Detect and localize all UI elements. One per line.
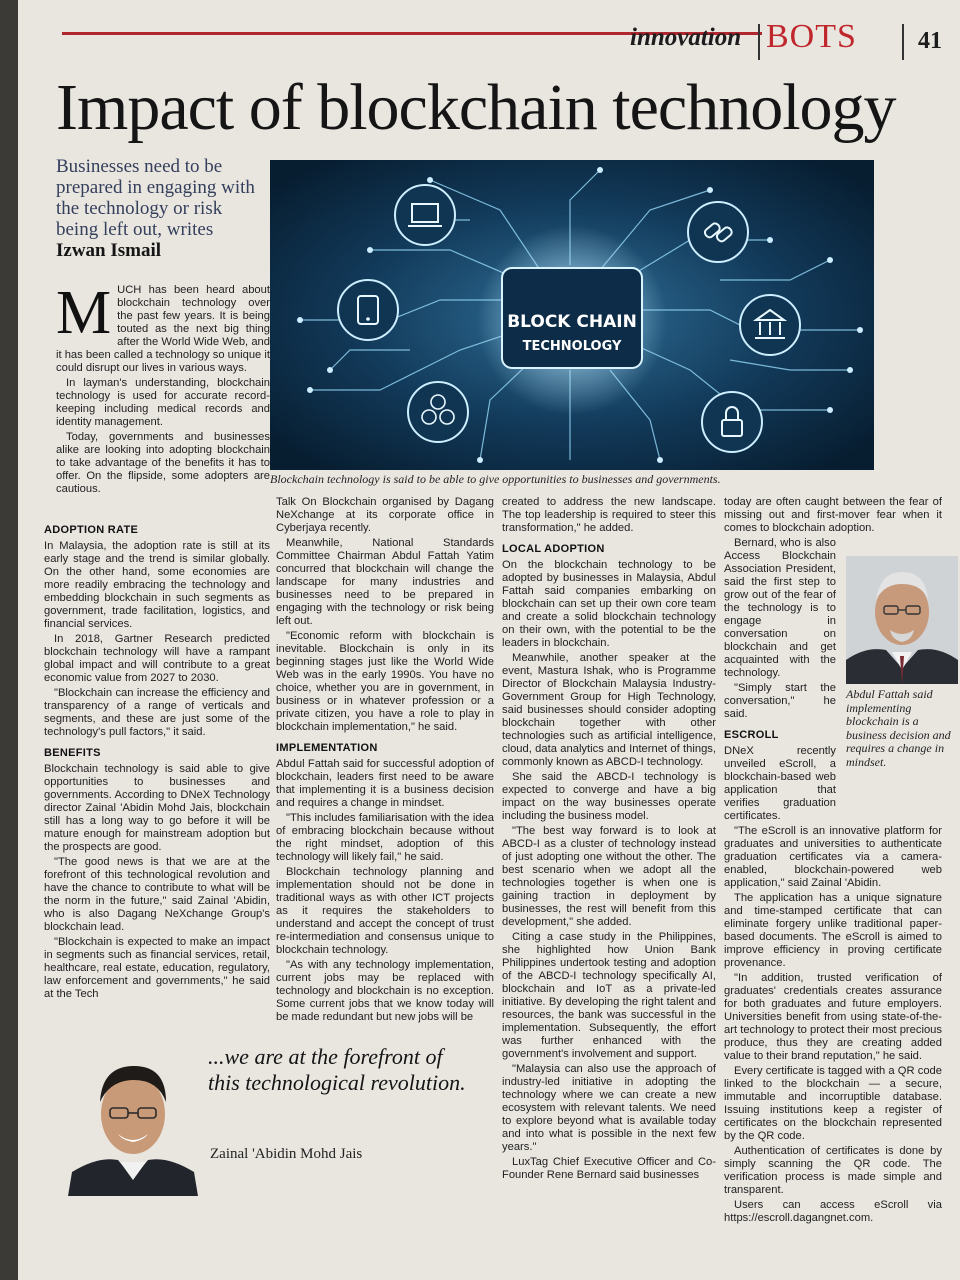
- paragraph: The application has a unique signature and time-stamped certificate that can eliminate forgery unlike traditional paper-based documents. The eScroll is aimed to improve efficiency in proving certificate provenance.: [724, 892, 942, 969]
- paragraph: Users can access eScroll via https://escroll.dagangnet.com.: [724, 1199, 942, 1224]
- bitcoin-cluster-icon: [408, 382, 468, 442]
- paragraph: "Blockchain is expected to make an impact in segments such as financial services, retail, healthcare, real estate, education, regulatory, law enforcement and governments," he said at the Tech: [44, 936, 270, 1000]
- article-column-3: [502, 496, 716, 1184]
- paragraph: Meanwhile, National Standards Committee Chairman Abdul Fattah Yatim concurred that blockchain will change the landscape for many industries and businesses need to be prepared in engaging with the technology or risk being left out.: [276, 537, 494, 627]
- paragraph: Blockchain technology planning and implementation should not be done in traditional ways as with other ICT projects as it requires the stakeholders to understand and accept the concept of trust re-intermediation and consensus unique to blockchain technology.: [276, 866, 494, 956]
- paragraph: Talk On Blockchain organised by Dagang NeXchange at its corporate office in Cyberjaya recently.: [276, 496, 494, 534]
- portrait-photo: [58, 1040, 208, 1196]
- blockchain-illustration: [270, 160, 874, 470]
- masthead-divider: [902, 24, 904, 60]
- paragraph: "The best way forward is to look at ABCD-I as a cluster of technology instead of just adopting one without the other. The best scenario when we adopt all the technologies together is when one is gaining traction in deployment by businesses, the rest will benefit from this development," she added.: [502, 825, 716, 928]
- author-name: Izwan Ismail: [56, 240, 162, 261]
- photo-caption: Abdul Fattah said implementing blockchain is a business decision and requires a change in mindset.: [846, 687, 951, 769]
- subheading: BENEFITS: [44, 747, 101, 759]
- paragraph: Today, governments and businesses alike are looking into adopting blockchain to take advantage of the benefits it has to offer. On the flipside, some adopters are cautious.: [56, 431, 270, 495]
- section-label: innovation: [630, 24, 742, 51]
- paragraph: created to address the new landscape. The top leadership is required to steer this transformation," he added.: [502, 496, 716, 534]
- newspaper-page: [18, 0, 960, 1280]
- paragraph: Meanwhile, another speaker at the event, Mastura Ishak, who is Programme Director of Blockchain Malaysia Industry-Government Group for High Technology, said businesses should consider adopting blockchain together with other technologies such as artificial intelligence, cloud, data analytics and Internet of things, commonly known as ABCD-I technology.: [502, 652, 716, 768]
- laptop-icon: [395, 185, 455, 245]
- paragraph: "The eScroll is an innovative platform for graduates and universities to authenticate graduation certificates via a camera-enabled, blockchain-powered web application," said Zainal 'Abidin.: [724, 825, 942, 889]
- paragraph: Every certificate is tagged with a QR code linked to the blockchain — a secure, immutable and incorruptible database. Issuing institutions keep a register of certificates on the blockchain represented by the QR code.: [724, 1065, 942, 1142]
- paragraph: "Malaysia can also use the approach of industry-led initiative in adopting the technology where we can create a new ecosystem with relevant talents. We need to explore beyond what is available today and into what is possible in the next few years.": [502, 1063, 716, 1153]
- section-name: BOTS: [766, 18, 857, 55]
- paragraph: LuxTag Chief Executive Officer and Co-Founder Rene Bernard said businesses: [502, 1156, 716, 1181]
- pull-quote: ...we are at the forefront of this technological revolution.: [208, 1044, 466, 1095]
- paragraph: "Simply start the conversation," he said.: [724, 682, 836, 720]
- hero-badge-line2: TECHNOLOGY: [522, 339, 622, 354]
- paragraph: "Blockchain can increase the efficiency and transparency of a range of verticals and segments, and these are just some of the technology's pull factors," it said.: [44, 687, 270, 738]
- subheading: ADOPTION RATE: [44, 524, 139, 536]
- paragraph: Citing a case study in the Philippines, she highlighted how Union Bank Philippines undertook testing and adoption of the ABCD-I technology specifically AI, blockchain and IoT as a private-led initiative. By developing the right talent and resources, the bank was successful in the implementation. Subsequently, the effort was further enhanced with the government's involvement and support.: [502, 931, 716, 1060]
- paragraph: "The good news is that we are at the forefront of this technological revolution and have the chance to contribute to what will be the norm in the future," said Zainal 'Abidin, who is also Dagang NeXchange Group's blockchain lead.: [44, 856, 270, 933]
- article-column-2: [276, 496, 494, 1026]
- paragraph: today are often caught between the fear of missing out and first-mover fear when it comes to blockchain adoption.: [724, 496, 942, 534]
- article-column-1: [56, 279, 270, 498]
- drop-cap: M: [56, 279, 112, 347]
- pull-quote-attribution: Zainal 'Abidin Mohd Jais: [210, 1146, 363, 1162]
- paragraph: "This includes familiarisation with the idea of embracing blockchain because without the right mindset, adoption of this technology will likely fail," he said.: [276, 812, 494, 863]
- paragraph: In layman's understanding, blockchain technology is used for accurate record-keeping including medical records and identity management.: [56, 377, 270, 428]
- photo-caption: Blockchain technology is said to be able to give opportunities to businesses and governments.: [270, 472, 721, 486]
- paragraph: Abdul Fattah said for successful adoption of blockchain, leaders first need to be aware that implementing it is a business decision and requires a change in mindset.: [276, 758, 494, 809]
- subheading: IMPLEMENTATION: [276, 742, 378, 754]
- paragraph: On the blockchain technology to be adopted by businesses in Malaysia, Abdul Fattah said companies embarking on blockchain can set up their own core team and create a solid blockchain technology on their own, with the potential to be the leaders in blockchain.: [502, 559, 716, 649]
- paragraph: Bernard, who is also Access Blockchain Association President, said the first step to grow out of the fear of the technology is to engage in conversation on blockchain and get acquainted with the technology.: [724, 537, 836, 679]
- paragraph: In 2018, Gartner Research predicted blockchain technology will have a rampant global impact and will contribute to a great economic value from 2027 to 2030.: [44, 633, 270, 684]
- bank-icon: [740, 295, 800, 355]
- page-number: 41: [918, 28, 942, 54]
- subheading: LOCAL ADOPTION: [502, 543, 605, 555]
- subheading: ESCROLL: [724, 729, 779, 741]
- chain-link-icon: [688, 202, 748, 262]
- paragraph: UCH has been heard about blockchain technology over the past few years. It is being touted as the next big thing after the World Wide Web, and it has been called a technology so unique it could disrupt our lives in various ways.: [56, 284, 270, 374]
- portrait-photo: [846, 556, 958, 684]
- paragraph: Blockchain technology is said able to give opportunities to businesses and governments. According to DNeX Technology director Zainal 'Abidin Mohd Jais, blockchain still has a long way to go before it will be mature enough for mainstream adoption but the prospects are good.: [44, 763, 270, 853]
- standfirst: [56, 156, 266, 261]
- paragraph: "Economic reform with blockchain is inevitable. Blockchain is only in its beginning stages just like the World Wide Web was in the early 1990s. You have no choice, whether you are in government, in business or in whatever profession or a private citizen, you have a role to play in blockchain implementation," he said.: [276, 630, 494, 733]
- headline: Impact of blockchain technology: [56, 71, 896, 144]
- padlock-icon: [702, 392, 762, 452]
- hero-badge-line1: BLOCK CHAIN: [507, 312, 637, 332]
- paragraph: She said the ABCD-I technology is expected to converge and have a big impact on the way businesses operate including the business model.: [502, 771, 716, 822]
- paragraph: "In addition, trusted verification of graduates' credentials creates assurance for both graduates and future employers. Universities benefit from using state-of-the-art technology to protect their most precious produce, thus they are creating added value to their brand reputation," he said.: [724, 972, 942, 1062]
- paragraph: DNeX recently unveiled eScroll, a blockchain-based web application that verifies graduation certificates.: [724, 745, 836, 822]
- paragraph: In Malaysia, the adoption rate is still at its early stage and the trend is similar globally. On the other hand, some economies are more readily embracing the technology and embedding blockchain in such segments as government, trade facilitation, logistics, and financial services.: [44, 540, 270, 630]
- tablet-icon: [338, 280, 398, 340]
- standfirst-text: Businesses need to be prepared in engaging with the technology or risk being left out, writes: [56, 156, 255, 240]
- masthead-divider: [758, 24, 760, 60]
- article-column-1-lower: [44, 516, 270, 1003]
- paragraph: Authentication of certificates is done by simply scanning the QR code. The verification process is made simple and transparent.: [724, 1145, 942, 1196]
- paragraph: "As with any technology implementation, current jobs may be replaced with technology and blockchain is no exception. Some current jobs that we know today will be made redundant but new jobs will be: [276, 959, 494, 1023]
